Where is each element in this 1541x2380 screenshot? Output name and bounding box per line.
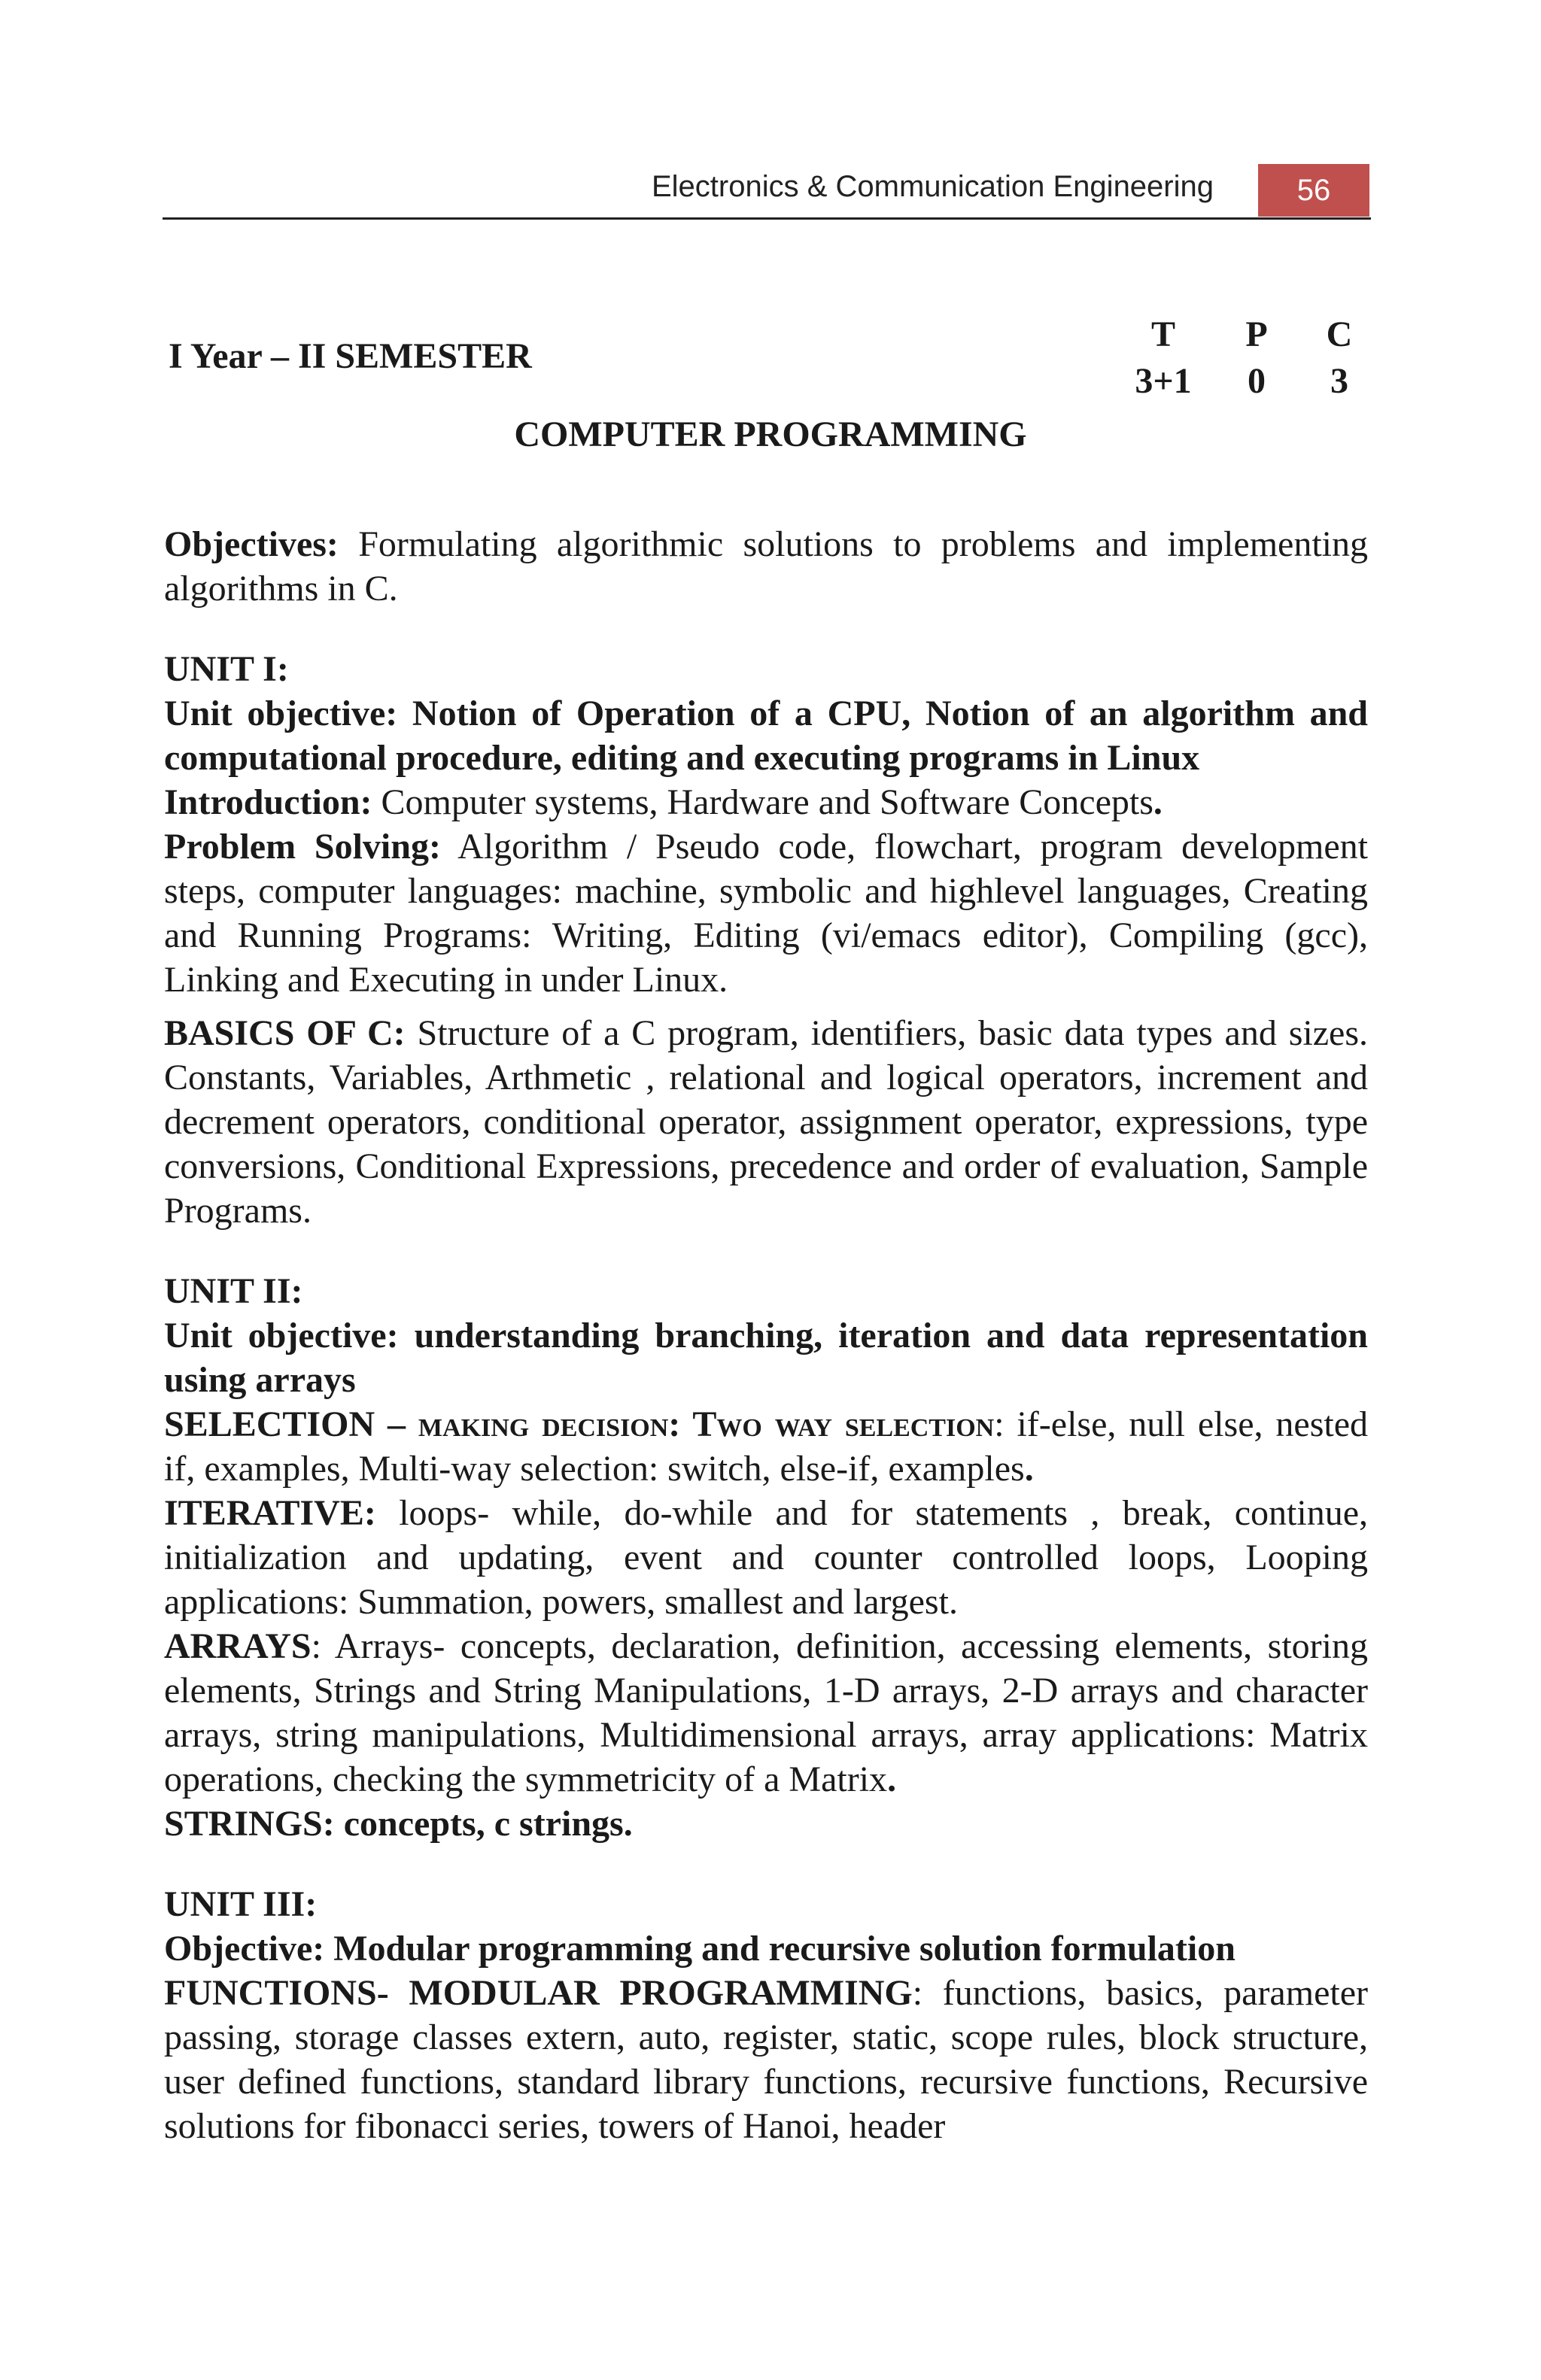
unit3-functions (164, 1971, 1368, 2148)
tpc-value-c: 3 (1330, 361, 1348, 401)
unit1-ps-label: Problem Solving: (164, 827, 441, 867)
unit2-selection-label: SELECTION (164, 1404, 375, 1444)
tpc-value-p: 0 (1248, 361, 1266, 401)
tpc-column-c (1294, 311, 1384, 405)
objectives-text: Formulating algorithmic solutions to problems and implementing algorithms in C. (164, 524, 1368, 609)
unit1-intro-end: . (1153, 782, 1163, 822)
unit1-intro-text: Computer systems, Hardware and Software Concepts (372, 782, 1153, 822)
unit1-basics-label: BASICS OF C: (164, 1013, 406, 1053)
unit3-functions-text: : functions, basics, parameter passing, storage classes extern, auto, register, static, scope rules, block structure, user defined functions, standard library functions, recursive functions, Recursive solutions for fibonacci series, towers of Hanoi, header (164, 1973, 1369, 2146)
course-title: COMPUTER PROGRAMMING (514, 414, 1027, 454)
header-rule (163, 217, 1371, 220)
unit1-basics-text: Structure of a C program, identifiers, basic data types and sizes. Constants, Variables, Arthmetic , relational and logical operators, increment and decrement operators, conditional operator, assignment operator, expressions, type conversions, Conditional Expressions, precedence and order of evaluation, Sample Programs. (164, 1013, 1369, 1231)
page-number-badge: 56 (1258, 164, 1369, 217)
semester-label: I Year – II SEMESTER (169, 336, 532, 376)
unit2-selection-text: : if-else, null else, nested if, examples, Multi-way selection: switch, else-if, examples (164, 1404, 1369, 1489)
unit1-intro-label: Introduction: (164, 782, 372, 822)
unit2-arrays-label: ARRAYS (164, 1626, 312, 1666)
objectives-label: Objectives: (164, 524, 339, 564)
objectives-paragraph (164, 522, 1368, 611)
unit1-ps-text: Algorithm / Pseudo code, flowchart, program development steps, computer languages: machine, symbolic and highlevel languages, Creating and Running Programs: Writing, Editing (vi/emacs editor), Compiling (gcc), Linking and Executing in under Linux. (164, 827, 1368, 1000)
unit2-arrays (164, 1624, 1368, 1802)
unit2-iterative-label: ITERATIVE: (164, 1493, 376, 1533)
tpc-header-t: T (1150, 314, 1175, 354)
unit2-heading: UNIT II: (164, 1271, 303, 1311)
unit2-iterative-text: loops- while, do-while and for statements , break, continue, initialization and updating, event and counter controlled loops, Looping applications: Summation, powers, smallest and largest. (164, 1493, 1368, 1622)
unit2-strings: STRINGS: concepts, c strings. (164, 1804, 633, 1844)
syllabus-content (164, 522, 1368, 2148)
unit1-introduction (164, 780, 1368, 824)
unit3-functions-label: FUNCTIONS- MODULAR PROGRAMMING (164, 1973, 913, 2013)
unit2-selection-sc2: Two way selection (680, 1404, 995, 1444)
unit2-selection-dash: – (375, 1404, 418, 1444)
tpc-value-t: 3+1 (1135, 361, 1192, 401)
unit2-selection-end: . (1024, 1449, 1034, 1489)
unit3-objective: Objective: Modular programming and recursive solution formulation (164, 1929, 1236, 1969)
unit1-problem-solving (164, 824, 1368, 1002)
tpc-header-c: C (1326, 314, 1353, 354)
tpc-column-p (1211, 311, 1302, 405)
unit1-heading: UNIT I: (164, 649, 289, 689)
unit2-arrays-text: : Arrays- concepts, declaration, definition, accessing elements, storing elements, Strings and String Manipulations, 1-D arrays, 2-D arrays and character arrays, string manipulations, Multidimensional arrays, array applications: Matrix operations, checking the symmetricity of a Matrix (164, 1626, 1368, 1799)
tpc-header-p: P (1245, 314, 1268, 354)
tpc-column-t (1118, 311, 1208, 405)
unit2-arrays-end: . (887, 1759, 897, 1799)
unit2-objective: Unit objective: understanding branching, iteration and data representation using arrays (164, 1316, 1368, 1400)
unit3-heading: UNIT III: (164, 1884, 318, 1924)
unit2-selection (164, 1402, 1368, 1491)
unit1-objective: Unit objective: Notion of Operation of a CPU, Notion of an algorithm and computational procedure, editing and executing programs in Linux (164, 694, 1368, 778)
unit1-basics-of-c (164, 1011, 1368, 1233)
unit2-iterative (164, 1491, 1368, 1624)
running-header-title: Electronics & Communication Engineering (651, 170, 1214, 203)
unit2-selection-sc1: making decision: (418, 1404, 681, 1444)
